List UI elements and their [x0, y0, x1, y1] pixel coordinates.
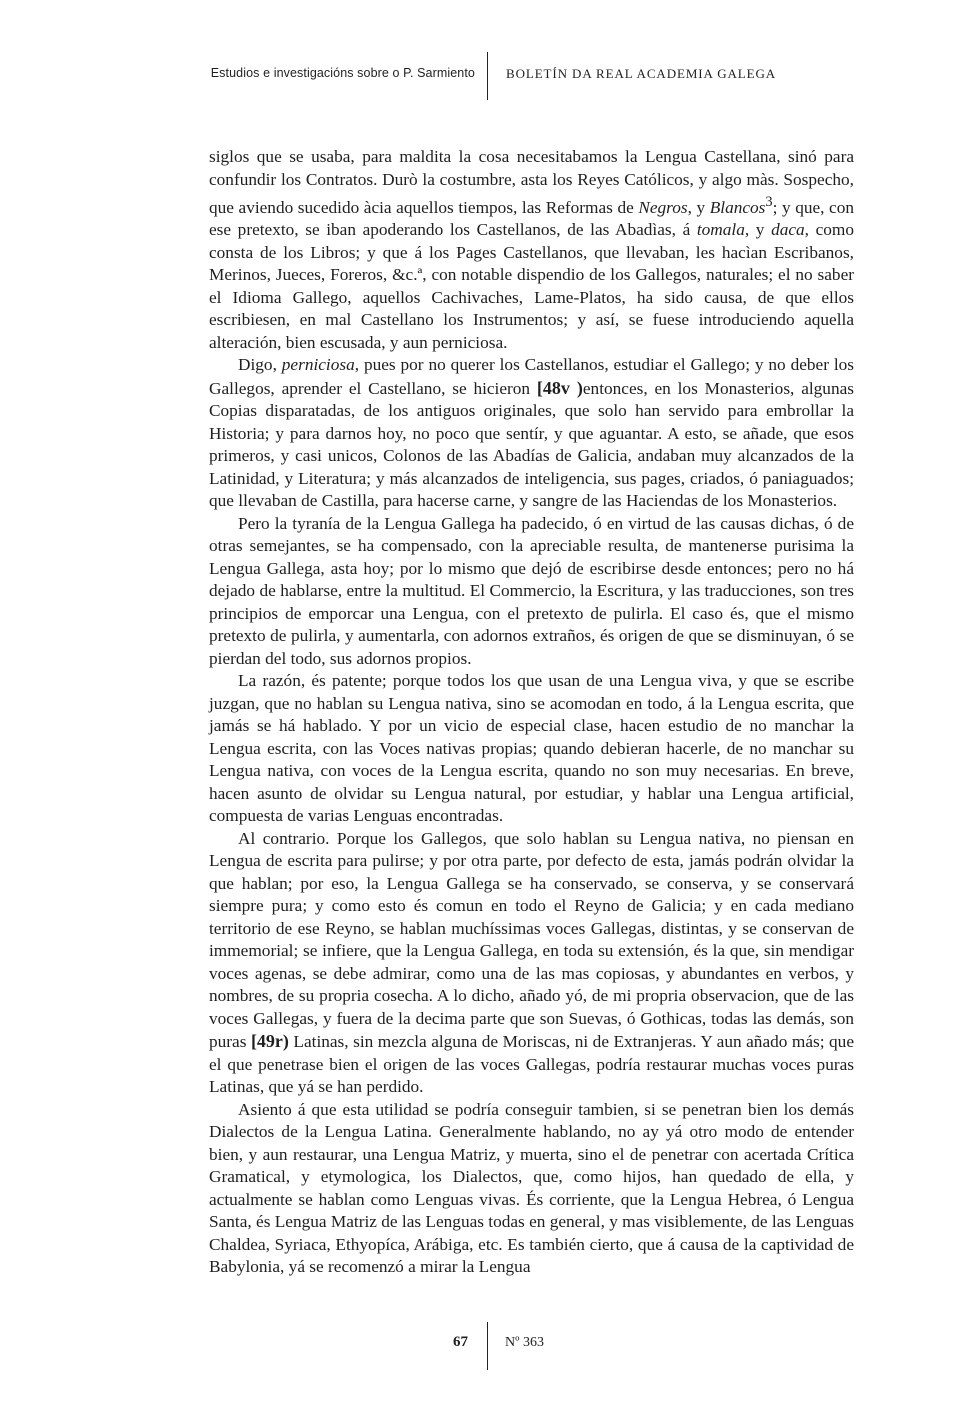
body-text [209, 146, 854, 1279]
paragraph [209, 1099, 854, 1279]
text-run: Pero la tyranía de la Lengua Gallega ha padecido, ó en virtud de las causas dichas, ó de otras semejantes, se ha compensado, con la apreciable resulta, de mantenerse purisima la Lengua Gallega, asta hoy; por lo mismo que dejó de escribirse desde entonces; pero no há dejado de hablarse, entre la multitud. El Commercio, la Escritura, y las traducciones, son tres principios de emporcar una Lengua, con el pretexto de pulirla. El caso és, que el mismo pretexto de pulirla, y aumentarla, con adornos extraños, és origen de que se disminuyan, ó se pierdan del todo, sus adornos propios. [209, 513, 854, 668]
footnote-ref[interactable]: 3 [765, 194, 773, 210]
paragraph [209, 146, 854, 354]
text-run: daca [771, 220, 805, 240]
text-run: Negros [638, 197, 688, 217]
text-run: Al contrario. Porque los Gallegos, que solo hablan su Lengua nativa, no piensan en Lengua de escrita para pulirse; y por otra parte, por defecto de esta, jamás podrán olvidar la que hablan; por eso, la Lengua Gallega se ha conservado, se conserva, y se conservará siempre pura; y como esto és comun en todo el Reyno de Galicia; y en cada mediano territorio de ese Reyno, se hablan muchíssimas voces Gallegas, distintas, y se conservan de immemorial; se infiere, que la Lengua Gallega, en toda su extensión, és la que, sin mendigar voces agenas, se debe admirar, como una de las mas copiosas, y abundantes en verbos, y nombres, de su propria cosecha. A lo dicho, añado yó, de mi propria observacion, que de las voces Gallegas, y fuera de la decima parte que son Suevas, ó Gothicas, todas las demás, son puras [209, 828, 854, 1052]
issue-number: Nº 363 [505, 1335, 544, 1350]
text-run: siglos que se usaba, para maldita la cosa necesitabamos la Lengua Castellana, sinó para confundir los Contratos. Durò la costumbre, asta los Reyes Católicos, y algo màs. Sospecho, que aviendo sucedido àcia aquellos tiempos, las Reformas de [209, 147, 854, 217]
paragraph [209, 354, 854, 513]
text-run: La razón, és patente; porque todos los que usan de una Lengua viva, y que se escribe juzgan, que no hablan su Lengua nativa, sino se acomodan en todo, á la Lengua escrita, que jamás se há hablado. Y por un vicio de especial clase, hacen estudio de no manchar la Lengua escrita, con las Voces nativas propias; quando debieran hacerle, de no manchar su Lengua nativa, con voces de la Lengua escrita, quando no son muy necesarias. En breve, hacen asunto de olvidar su Lengua natural, por estudiar, y hablar una Lengua artificial, compuesta de varias Lenguas encontradas. [209, 671, 854, 826]
text-run: ; y que, con ese pretexto, se iban apoderando los Castellanos, de las Abadìas, á [209, 197, 854, 240]
folio-marker: [48v ) [536, 377, 583, 398]
paragraph [209, 670, 854, 828]
footer-divider [487, 1322, 488, 1370]
text-run: Asiento á que esta utilidad se podría conseguir tambien, si se penetran bien los demás Dialectos de la Lengua Latina. Generalmente hablando, no ay yá otro modo de entender bien, y aun restaurar, una Lengua Matriz, y muerta, sino el de penetrar con acertada Crítica Gramatical, y etymologica, los Dialectos, que, como hijos, han quedado de ella, y actualmente se hablan como Lenguas vivas. És corriente, que la Lengua Hebrea, ó Lengua Santa, és Lengua Matriz de las Lenguas todas en general, y mas visiblemente, de las Lenguas Chaldea, Syriaca, Ethyopíca, Arábiga, etc. Es también cierto, que á causa de la captividad de Babylonia, yá se recomenzó a mirar la Lengua [209, 1099, 854, 1277]
text-run: , pues por no querer los Castellanos, estudiar el Gallego; y no deber los Gallegos, aprender el Castellano, se hicieron [209, 355, 855, 398]
text-run: , y [744, 220, 772, 240]
page-number: 67 [453, 1334, 468, 1350]
page-footer [0, 1322, 975, 1370]
text-run: Latinas, sin mezcla alguna de Moriscas, ni de Extranjeras. Y aun añado más; que el que penetrase bien el origen de las voces Gallegas, podría restaurar muchas voces puras Latinas, que yá se han perdido. [209, 1032, 854, 1097]
text-run: Digo, [238, 355, 282, 375]
text-run: tomala [696, 220, 745, 240]
text-run: , y [687, 197, 710, 217]
paragraph [209, 513, 854, 671]
text-run: entonces, en los Monasterios, algunas Copias disparatadas, de los antiguos originales, que solo han servido para embrollar la Historia; y para darnos hoy, no poco que sentír, y que aguantar. A esto, se añade, que esos primeros, y casi unicos, Colonos de las Abadías de Galicia, andaban muy alcanzados de la Latinidad, y Literatura; y más alcanzados de inteligencia, sus pages, criados, ó paniaguados; que llevaban de Castilla, para hacerse carne, y sangre de las Haciendas de los Monasterios. [209, 378, 854, 511]
series-title: Estudios e investigacións sobre o P. Sarmiento [210, 66, 475, 80]
text-run: Blancos [709, 197, 766, 217]
text-run: , como consta de los Libros; y que á los Pages Castellanos, que llevaban, les hacìan Escribanos, Merinos, Jueces, Foreros, &c.ª, con notable dispendio de los Gallegos, naturales; el no saber el Idioma Gallego, aquellos Cachivaches, Lame-Platos, ha sido causa, de que ellos escribiesen, en mal Castellano los Instrumentos; y así, se fuese introduciendo aquella alteración, bien escusada, y aun perniciosa. [209, 220, 854, 352]
page-header [0, 52, 975, 100]
folio-marker: [49r) [250, 1031, 289, 1052]
paragraph [209, 828, 854, 1099]
text-run: perniciosa [281, 355, 355, 375]
header-divider [487, 52, 488, 100]
journal-title: BOLETÍN DA REAL ACADEMIA GALEGA [506, 66, 777, 81]
